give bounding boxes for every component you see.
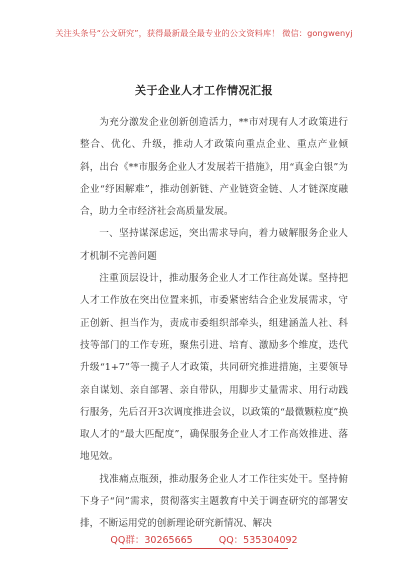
section-heading-1: 一、坚持谋深虑远，突出需求导向，着力破解服务企业人才机制不完善问题 xyxy=(80,228,348,262)
paragraph-intro: 为充分激发企业创新创造活力，**市对现有人才政策进行整合、优化、升级，推动人才政策向重点企业、重点产业倾斜，出台《**市服务企业人才发展若干措施》，用“真金白银”为企业“纾困解难”，推动创新链、产业链资金链、人才链深度融合，助力全市经济社会高质量发展。 xyxy=(80,117,348,218)
qq-group-text: QQ群：30265665 xyxy=(110,535,193,546)
document-body xyxy=(80,112,348,536)
document-title: 关于企业人才工作情况汇报 xyxy=(135,84,273,97)
paragraph-top-design: 注重顶层设计，推动服务企业人才工作往高处谋。坚持把人才工作放在突出位置来抓，市委紧密结合企业发展需求，守正创新、担当作为，责成市委组织部牵头，组建涵盖人社、科技等部门的工作专班，聚焦引进、培育、激励多个维度，迭代升级“1+7”等一揽子人才政策，共同研究推进措施，主要领导亲自谋划、亲自部署、亲自带队，用脚步丈量需求、用行动践行服务，先后召开3次调度推进会议，以政策的“最微颗粒度”换取人才的“最大匹配度”，确保服务企业人才工作高效推进、落地见效。 xyxy=(80,273,348,463)
paragraph-pain-points: 找准痛点瓶颈，推动服务企业人才工作往实处干。坚持俯下身子“问”需求，贯彻落实主题教育中关于调查研究的部署安排，不断运用党的创新理论研究新情况、解决 xyxy=(80,473,348,530)
contact-footer xyxy=(0,532,408,546)
qq-number-text: QQ：535304092 xyxy=(218,535,298,546)
footer-underline xyxy=(120,548,288,549)
promo-banner: 关注头条号“公文研究”，获得最新最全最专业的公文资料库！ 微信：gongwenyj xyxy=(55,28,353,38)
